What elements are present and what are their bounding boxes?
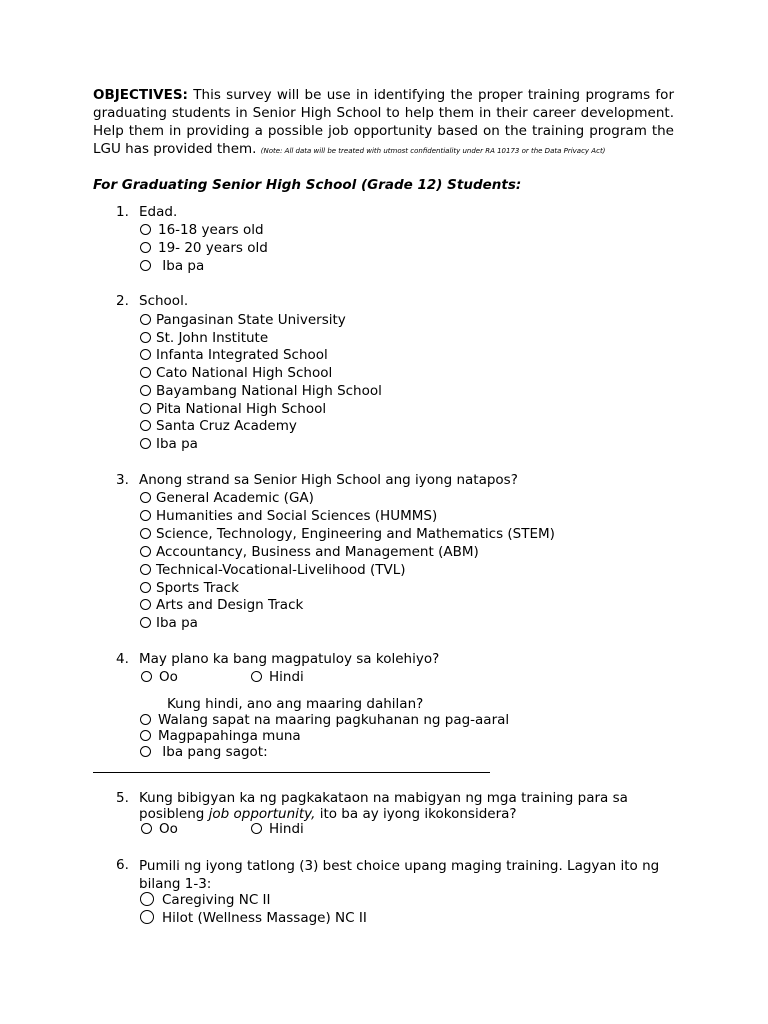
objectives-text: This survey will be use in identifying the proper training programs for graduating students in Senior High School to help them in their career development. Help them in providing a possible job opportunity based on the training program the LGU has provided them. xyxy=(93,87,674,157)
radio-icon[interactable] xyxy=(251,823,262,834)
q6-option-1[interactable]: Caregiving NC II xyxy=(140,892,271,909)
q3-option-8[interactable]: Iba pa xyxy=(140,615,198,632)
q4-reason-2[interactable]: Magpapahinga muna xyxy=(140,728,301,745)
q2-option-7[interactable]: Santa Cruz Academy xyxy=(140,418,297,435)
other-answer-line[interactable] xyxy=(93,772,490,773)
q2-option-2[interactable]: St. John Institute xyxy=(140,330,268,347)
radio-icon[interactable] xyxy=(140,617,151,628)
radio-icon[interactable] xyxy=(140,599,151,610)
radio-icon[interactable] xyxy=(140,314,151,325)
radio-icon[interactable] xyxy=(140,546,151,557)
radio-icon[interactable] xyxy=(140,420,151,431)
q6-option-2[interactable]: Hilot (Wellness Massage) NC II xyxy=(140,910,367,927)
q3-option-2[interactable]: Humanities and Social Sciences (HUMMS) xyxy=(140,508,437,525)
question-5-text: Kung bibigyan ka ng pagkakataon na mabigyan ng mga training para sa posibleng job opportunity, ito ba ay iyong ikokonsidera? xyxy=(139,790,628,822)
objectives-paragraph xyxy=(93,86,674,158)
question-5: 5. Kung bibigyan ka ng pagkakataon na mabigyan ng mga training para sa posibleng job opportunity, ito ba ay iyong ikokonsidera? xyxy=(116,790,676,822)
question-4-text: May plano ka bang magpatuloy sa kolehiyo? xyxy=(139,651,440,667)
q3-option-3[interactable]: Science, Technology, Engineering and Mathematics (STEM) xyxy=(140,526,555,543)
objectives-label: OBJECTIVES: xyxy=(93,87,188,103)
radio-icon[interactable] xyxy=(140,510,151,521)
q3-option-5[interactable]: Technical-Vocational-Livelihood (TVL) xyxy=(140,562,406,579)
question-1: 1. Edad. xyxy=(116,204,178,220)
radio-icon[interactable] xyxy=(140,385,151,396)
q4-followup-question: Kung hindi, ano ang maaring dahilan? xyxy=(167,696,424,712)
radio-icon[interactable] xyxy=(140,528,151,539)
radio-icon[interactable] xyxy=(140,714,151,725)
q5-option-no[interactable]: Hindi xyxy=(251,821,304,838)
q3-option-6[interactable]: Sports Track xyxy=(140,580,239,597)
q3-option-7[interactable]: Arts and Design Track xyxy=(140,597,303,614)
radio-icon[interactable] xyxy=(140,332,151,343)
q4-reason-1[interactable]: Walang sapat na maaring pagkuhanan ng pag-aaral xyxy=(140,712,509,729)
q3-option-4[interactable]: Accountancy, Business and Management (ABM) xyxy=(140,544,479,561)
radio-icon[interactable] xyxy=(251,671,262,682)
radio-icon[interactable] xyxy=(140,564,151,575)
radio-icon[interactable] xyxy=(140,730,151,741)
question-3: 3. Anong strand sa Senior High School ang iyong natapos? xyxy=(116,472,518,488)
question-3-text: Anong strand sa Senior High School ang iyong natapos? xyxy=(139,472,518,488)
q2-option-8[interactable]: Iba pa xyxy=(140,436,198,453)
question-6-text: Pumili ng iyong tatlong (3) best choice upang maging training. Lagyan ito ng bilang 1-3: xyxy=(139,858,660,892)
question-2: 2. School. xyxy=(116,293,189,309)
radio-icon[interactable] xyxy=(140,403,151,414)
q5-option-yes[interactable]: Oo xyxy=(141,821,178,838)
radio-icon[interactable] xyxy=(140,746,151,757)
q4-option-yes[interactable]: Oo xyxy=(141,669,178,686)
question-1-text: Edad. xyxy=(139,204,178,220)
privacy-note: (Note: All data will be treated with utmost confidentiality under RA 10173 or the Data Privacy Act) xyxy=(260,147,606,155)
q4-option-no[interactable]: Hindi xyxy=(251,669,304,686)
q3-option-1[interactable]: General Academic (GA) xyxy=(140,490,314,507)
radio-icon[interactable] xyxy=(141,671,152,682)
q2-option-5[interactable]: Bayambang National High School xyxy=(140,383,382,400)
radio-icon[interactable] xyxy=(140,224,151,235)
radio-icon[interactable] xyxy=(140,260,151,271)
q2-option-6[interactable]: Pita National High School xyxy=(140,401,326,418)
radio-icon[interactable] xyxy=(141,823,152,834)
radio-icon[interactable] xyxy=(140,582,151,593)
radio-icon[interactable] xyxy=(140,492,151,503)
radio-icon[interactable] xyxy=(140,892,154,906)
radio-icon[interactable] xyxy=(140,910,154,924)
q1-option-1[interactable]: 16-18 years old xyxy=(140,222,264,239)
q1-option-2[interactable]: 19- 20 years old xyxy=(140,240,268,257)
q2-option-1[interactable]: Pangasinan State University xyxy=(140,312,346,329)
question-6: 6. Pumili ng iyong tatlong (3) best choice upang maging training. Lagyan ito ng bilang 1-3: xyxy=(116,857,676,893)
q1-option-3[interactable]: Iba pa xyxy=(140,258,204,275)
question-4: 4. May plano ka bang magpatuloy sa kolehiyo? xyxy=(116,651,440,667)
radio-icon[interactable] xyxy=(140,438,151,449)
radio-icon[interactable] xyxy=(140,242,151,253)
q2-option-4[interactable]: Cato National High School xyxy=(140,365,332,382)
radio-icon[interactable] xyxy=(140,367,151,378)
radio-icon[interactable] xyxy=(140,349,151,360)
q2-option-3[interactable]: Infanta Integrated School xyxy=(140,347,328,364)
question-2-text: School. xyxy=(139,293,189,309)
section-heading: For Graduating Senior High School (Grade 12) Students: xyxy=(93,177,522,193)
q4-reason-3[interactable]: Iba pang sagot: xyxy=(140,744,268,761)
